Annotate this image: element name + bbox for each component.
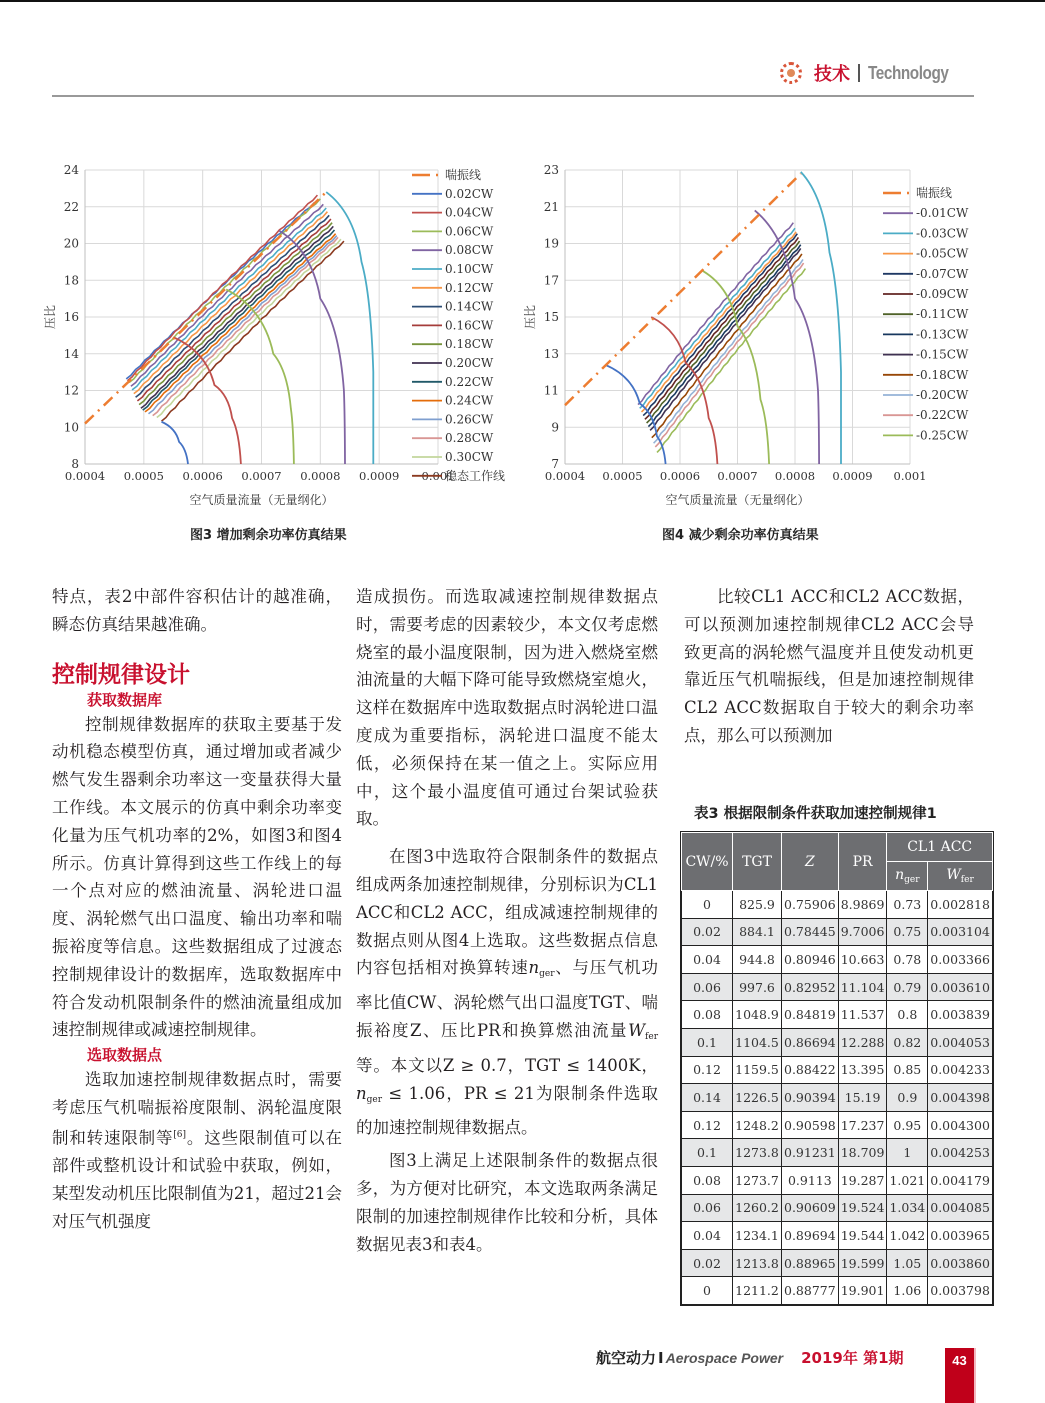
header-separator	[858, 64, 860, 82]
cell-w-fer: 0.003104	[928, 918, 993, 946]
cell-cw: 0.08	[682, 1166, 733, 1194]
table-row	[682, 1222, 993, 1250]
cell-tgt: 1260.2	[733, 1194, 782, 1222]
cell-n-ger: 1.021	[887, 1166, 928, 1194]
symbol-sub: ger	[904, 875, 920, 885]
y-tick-label: 21	[543, 199, 559, 214]
y-tick-label: 19	[543, 236, 559, 251]
y-tick-label: 17	[543, 273, 559, 288]
y-tick-label: 14	[63, 346, 79, 361]
symbol-sub: fer	[645, 1031, 658, 1042]
legend-entry: 0.16CW	[445, 318, 494, 333]
cell-pr: 8.9869	[838, 891, 887, 919]
cell-pr: 17.237	[838, 1111, 887, 1139]
cell-tgt: 825.9	[733, 891, 782, 919]
running-header	[780, 60, 963, 86]
cell-w-fer: 0.004300	[928, 1111, 993, 1139]
legend-entry: -0.20CW	[916, 388, 969, 402]
cell-w-fer: 0.003798	[928, 1277, 993, 1305]
cell-cw: 0	[682, 891, 733, 919]
cell-tgt: 997.6	[733, 973, 782, 1001]
cell-w-fer: 0.004179	[928, 1166, 993, 1194]
legend-entry: 0.10CW	[445, 262, 494, 276]
cell-z: 0.75906	[782, 891, 839, 919]
figure-4-caption: 图4 减少剩余功率仿真结果	[662, 528, 819, 543]
legend-entry: -0.11CW	[916, 307, 969, 322]
legend-entry: 0.20CW	[445, 356, 494, 370]
cell-n-ger: 0.73	[887, 891, 928, 919]
cell-n-ger: 0.95	[887, 1111, 928, 1139]
cell-cw: 0.12	[682, 1111, 733, 1139]
cell-z: 0.80946	[782, 946, 839, 974]
cell-n-ger: 1.034	[887, 1194, 928, 1222]
x-tick-label: 0.0009	[359, 469, 400, 483]
y-tick-label: 15	[543, 310, 559, 324]
y-tick-label: 23	[543, 163, 559, 177]
x-tick-label: 0.0004	[64, 469, 106, 483]
cell-n-ger: 1	[887, 1139, 928, 1167]
y-tick-label: 9	[551, 420, 559, 435]
working-line-series	[652, 254, 802, 438]
legend-entry: -0.03CW	[916, 226, 969, 241]
paragraph: 造成损伤。而选取减速控制规律数据点时，需要考虑的因素较少，本文仅考虑燃烧室的最小温度限制，因为进入燃烧室燃油流量的大幅下降可能导致燃烧室熄火，这样在数据库中选取数据点时涡轮进口温度成为重要指标，涡轮进口温度不能太低，必须保持在某一值之上。实际应用中，这个最小温度值可通过台架试验获取。	[356, 587, 658, 829]
legend-entry: 0.18CW	[445, 337, 494, 352]
journal-name-cn: 航空动力	[596, 1349, 657, 1367]
table-row	[682, 918, 993, 946]
cell-w-fer: 0.003860	[928, 1249, 993, 1277]
cell-cw: 0.06	[682, 973, 733, 1001]
table-row	[682, 1084, 993, 1112]
cell-tgt: 1234.1	[733, 1222, 782, 1250]
y-tick-label: 16	[63, 310, 79, 324]
cell-z: 0.90598	[782, 1111, 839, 1139]
legend-entry: 0.04CW	[445, 205, 494, 220]
cell-cw: 0.02	[682, 918, 733, 946]
cell-n-ger: 0.9	[887, 1084, 928, 1112]
paragraph: 特点，表2中部件容积估计的越准确，瞬态仿真结果越准确。	[52, 587, 342, 634]
cell-z: 0.90609	[782, 1194, 839, 1222]
x-tick-label: 0.0009	[832, 469, 873, 483]
x-tick-label: 0.0005	[602, 469, 643, 483]
cell-cw: 0.1	[682, 1139, 733, 1167]
top-border	[0, 0, 1045, 2]
paragraph: 图3上满足上述限制条件的数据点很多，为方便对比研究，本文选取两条满足限制的加速控制规律作比较和分析，具体数据见表3和表4。	[356, 1151, 658, 1254]
paragraph: 控制规律数据库的获取主要基于发动机稳态模型仿真，通过增加或者减少燃气发生器剩余功率这一变量获得大量工作线。本文展示的仿真中剩余功率变化量为压气机功率的2%，如图3和图4所示。仿真计算得到这些工作线上的每一个点对应的燃油流量、涡轮进口温度、涡轮燃气出口温度、输出功率和喘振裕度等信息。这些数据组成了过渡态控制规律设计的数据库，选取数据库中符合发动机限制条件的燃油流量组成加速控制规律或减速控制规律。	[52, 714, 342, 1040]
x-tick-label: 0.0008	[774, 469, 816, 483]
legend-entry: 喘振线	[445, 168, 482, 182]
legend-entry: 0.24CW	[445, 393, 494, 408]
x-tick-label: 0.001	[421, 469, 455, 483]
cell-cw: 0	[682, 1277, 733, 1305]
symbol-n: n	[356, 1083, 367, 1103]
text-column-2	[356, 583, 658, 1258]
working-line-series	[647, 241, 800, 423]
paragraph-text: 、与压气机功率比值CW、涡轮燃气出口温度TGT、喘振裕度Z、压比PR和换算燃油流量	[356, 958, 659, 1040]
figure-4-chart	[520, 158, 1000, 513]
cell-w-fer: 0.003366	[928, 946, 993, 974]
col-header-pr: PR	[838, 833, 887, 891]
cell-w-fer: 0.002818	[928, 891, 993, 919]
table-row	[682, 973, 993, 1001]
cell-n-ger: 0.78	[887, 946, 928, 974]
y-tick-label: 12	[63, 383, 79, 398]
cell-tgt: 1104.5	[733, 1028, 782, 1056]
legend-entry: -0.07CW	[916, 266, 969, 281]
y-tick-label: 8	[71, 457, 79, 471]
page-number-box	[945, 1348, 976, 1403]
cell-cw: 0.06	[682, 1194, 733, 1222]
cell-z: 0.78445	[782, 918, 839, 946]
cell-n-ger: 0.75	[887, 918, 928, 946]
y-tick-label: 7	[551, 457, 559, 471]
table-row	[682, 1277, 993, 1305]
paragraph-text: ≤ 1.06，PR ≤ 21为限制条件选取的加速控制规律数据点。	[356, 1083, 658, 1138]
col-header-tgt: TGT	[733, 833, 782, 891]
cell-w-fer: 0.004398	[928, 1084, 993, 1112]
cell-tgt: 1048.9	[733, 1001, 782, 1029]
y-axis-label: 压比	[43, 304, 57, 330]
symbol-w: W	[946, 867, 961, 883]
symbol-sub: fer	[960, 875, 974, 885]
surge-line-series	[85, 192, 326, 424]
legend-entry: -0.18CW	[916, 367, 969, 382]
col-header-n-ger	[887, 862, 928, 891]
figure-4-svg	[520, 158, 1000, 513]
working-line-series	[643, 234, 797, 416]
table-3	[681, 832, 993, 1305]
legend-entry: -0.13CW	[916, 327, 969, 342]
table-row	[682, 1249, 993, 1277]
x-tick-label: 0.0008	[300, 469, 341, 483]
cell-n-ger: 0.8	[887, 1001, 928, 1029]
symbol-n: n	[895, 867, 905, 883]
page-number: 43	[952, 1353, 967, 1368]
working-line-series	[131, 204, 323, 386]
paragraph-text: 。这些限制值可以在部件或整机设计和试验中获取，例如，某型发动机压比限制值为21，超过21会对压气机强度	[52, 1128, 342, 1231]
header-rule	[52, 95, 974, 97]
cell-w-fer: 0.004233	[928, 1056, 993, 1084]
table-row	[682, 1111, 993, 1139]
legend-entry: 0.02CW	[445, 186, 494, 201]
y-tick-label: 13	[543, 346, 559, 361]
running-footer	[596, 1347, 904, 1368]
paragraph-text: 等。本文以Z ≥ 0.7，TGT ≤ 1400K，	[356, 1055, 658, 1075]
cell-n-ger: 1.042	[887, 1222, 928, 1250]
cell-tgt: 1248.2	[733, 1111, 782, 1139]
cell-tgt: 1273.8	[733, 1139, 782, 1167]
working-line-series	[136, 215, 330, 397]
paragraph: 比较CL1 ACC和CL2 ACC数据，可以预测加速控制规律CL2 ACC会导致更高的涡轮燃气温度并且使发动机更靠近压气机喘振线，但是加速控制规律CL2 ACC数据取自于较大的剩余功率点，那么可以预测加	[684, 587, 974, 745]
cell-z: 0.91231	[782, 1139, 839, 1167]
legend-entry: 0.12CW	[445, 280, 494, 295]
paragraph	[356, 843, 658, 1142]
citation-ref[interactable]: [6]	[173, 1129, 187, 1140]
legend-entry: -0.25CW	[916, 428, 969, 443]
cell-cw: 0.1	[682, 1028, 733, 1056]
cell-w-fer: 0.004085	[928, 1194, 993, 1222]
cell-pr: 19.901	[838, 1277, 887, 1305]
y-axis-label: 压比	[523, 304, 537, 330]
col-header-group-cl1acc: CL1 ACC	[887, 833, 992, 862]
cell-tgt: 1213.8	[733, 1249, 782, 1277]
symbol-w: W	[628, 1020, 646, 1040]
legend-entry: 稳态工作线	[445, 468, 506, 483]
x-axis-label: 空气质量流量（无量纲化）	[189, 493, 334, 507]
cell-cw: 0.02	[682, 1249, 733, 1277]
cell-tgt: 1226.5	[733, 1084, 782, 1112]
subsection-heading: 获取数据库	[87, 690, 163, 709]
legend-entry: 0.14CW	[445, 299, 494, 314]
subsection-heading: 选取数据点	[87, 1046, 163, 1065]
table-row	[682, 1139, 993, 1167]
paragraph-text: 在图3中选取符合限制条件的数据点组成两条加速控制规律，分别标识为CL1 ACC和CL2 ACC，组成减速控制规律的数据点则从图4上选取。这些数据点信息内容包括相对换算转速	[356, 847, 658, 978]
cell-z: 0.82952	[782, 973, 839, 1001]
working-line-series	[134, 212, 328, 394]
paragraph	[52, 1066, 342, 1235]
journal-logo-icon	[780, 62, 802, 84]
figure-3-svg	[40, 158, 520, 513]
col-header-w-fer	[928, 862, 993, 891]
x-tick-label: 0.0007	[717, 469, 758, 483]
cell-n-ger: 0.79	[887, 973, 928, 1001]
legend-entry: 0.28CW	[445, 431, 494, 446]
cell-pr: 9.7006	[838, 918, 887, 946]
footer-separator: I	[658, 1349, 664, 1367]
y-tick-label: 24	[63, 163, 79, 177]
cell-pr: 18.709	[838, 1139, 887, 1167]
legend-entry: -0.01CW	[916, 206, 969, 221]
cell-w-fer: 0.003610	[928, 973, 993, 1001]
working-line-series	[650, 248, 801, 430]
cell-pr: 15.19	[838, 1084, 887, 1112]
cell-z: 0.86694	[782, 1028, 839, 1056]
cell-z: 0.89694	[782, 1222, 839, 1250]
symbol-sub: ger	[366, 1094, 383, 1105]
legend-entry: -0.09CW	[916, 287, 969, 301]
paragraph-text: 选取加速控制规律数据点时，需要考虑压气机喘振裕度限制、涡轮温度限制和转速限制等	[52, 1070, 342, 1148]
working-line-series	[139, 223, 332, 405]
cell-w-fer: 0.003839	[928, 1001, 993, 1029]
x-tick-label: 0.001	[893, 469, 927, 483]
x-tick-label: 0.0006	[182, 469, 223, 483]
y-tick-label: 22	[63, 199, 79, 214]
y-tick-label: 11	[543, 383, 559, 398]
cell-w-fer: 0.004253	[928, 1139, 993, 1167]
cell-z: 0.88422	[782, 1056, 839, 1084]
text-column-1	[52, 583, 342, 1235]
legend-entry: 0.26CW	[445, 412, 494, 427]
table-row	[682, 1056, 993, 1084]
cell-pr: 12.288	[838, 1028, 887, 1056]
legend-entry: 0.30CW	[445, 450, 494, 464]
cell-pr: 11.104	[838, 973, 887, 1001]
section-label-cn: 技术	[814, 64, 850, 85]
table-row	[682, 1001, 993, 1029]
text-column-3	[684, 583, 974, 750]
x-tick-label: 0.0005	[123, 469, 164, 483]
legend-entry: 0.06CW	[445, 224, 494, 239]
speed-line-series	[605, 365, 665, 464]
x-tick-label: 0.0006	[659, 469, 701, 483]
issue-label: 2019年 第1期	[801, 1349, 904, 1367]
table-row	[682, 1028, 993, 1056]
cell-z: 0.88965	[782, 1249, 839, 1277]
legend-entry: -0.22CW	[916, 408, 969, 423]
cell-pr: 19.524	[838, 1194, 887, 1222]
table-row	[682, 891, 993, 919]
y-tick-label: 20	[63, 236, 79, 251]
table-3-title: 表3 根据限制条件获取加速控制规律1	[694, 806, 937, 822]
x-tick-label: 0.0004	[544, 469, 586, 483]
cell-tgt: 1159.5	[733, 1056, 782, 1084]
cell-pr: 19.544	[838, 1222, 887, 1250]
cell-pr: 19.287	[838, 1166, 887, 1194]
x-tick-label: 0.0007	[241, 469, 282, 483]
figure-3-chart	[40, 158, 520, 513]
col-header-z: Z	[782, 833, 839, 891]
cell-w-fer: 0.003965	[928, 1222, 993, 1250]
figure-3-caption: 图3 增加剩余功率仿真结果	[190, 528, 347, 543]
legend-entry: -0.15CW	[916, 347, 969, 362]
cell-pr: 19.599	[838, 1249, 887, 1277]
section-label-en: Technology	[868, 62, 949, 83]
cell-cw: 0.14	[682, 1084, 733, 1112]
journal-name-en: Aerospace Power	[665, 1350, 784, 1366]
x-axis-label: 空气质量流量（无量纲化）	[665, 493, 810, 507]
cell-pr: 10.663	[838, 946, 887, 974]
cell-cw: 0.12	[682, 1056, 733, 1084]
cell-tgt: 1211.2	[733, 1277, 782, 1305]
legend-entry: 喘振线	[916, 186, 953, 200]
cell-cw: 0.08	[682, 1001, 733, 1029]
cell-z: 0.84819	[782, 1001, 839, 1029]
legend-entry: 0.22CW	[445, 374, 494, 389]
cell-n-ger: 1.05	[887, 1249, 928, 1277]
cell-z: 0.88777	[782, 1277, 839, 1305]
section-heading: 控制规律设计	[52, 661, 190, 688]
legend-entry: -0.05CW	[916, 246, 969, 261]
speed-line-series	[161, 422, 188, 464]
cell-cw: 0.04	[682, 1222, 733, 1250]
symbol-n: n	[528, 958, 540, 978]
cell-cw: 0.04	[682, 946, 733, 974]
working-line-series	[654, 259, 803, 443]
cell-tgt: 944.8	[733, 946, 782, 974]
symbol-sub: ger	[539, 969, 555, 980]
cell-n-ger: 0.85	[887, 1056, 928, 1084]
cell-z: 0.9113	[782, 1166, 839, 1194]
working-line-series	[132, 208, 326, 390]
cell-z: 0.90394	[782, 1084, 839, 1112]
cell-n-ger: 0.82	[887, 1028, 928, 1056]
cell-tgt: 1273.7	[733, 1166, 782, 1194]
table-row	[682, 1166, 993, 1194]
cell-n-ger: 1.06	[887, 1277, 928, 1305]
cell-tgt: 884.1	[733, 918, 782, 946]
cell-pr: 13.395	[838, 1056, 887, 1084]
table-row	[682, 946, 993, 974]
table-row	[682, 1194, 993, 1222]
cell-pr: 11.537	[838, 1001, 887, 1029]
y-tick-label: 10	[63, 420, 79, 435]
speed-line-series	[801, 172, 841, 464]
y-tick-label: 18	[63, 273, 79, 288]
working-line-series	[137, 219, 331, 401]
speed-line-series	[755, 210, 819, 464]
col-header-cw: CW/%	[682, 833, 733, 891]
cell-w-fer: 0.004053	[928, 1028, 993, 1056]
legend-entry: 0.08CW	[445, 243, 494, 258]
